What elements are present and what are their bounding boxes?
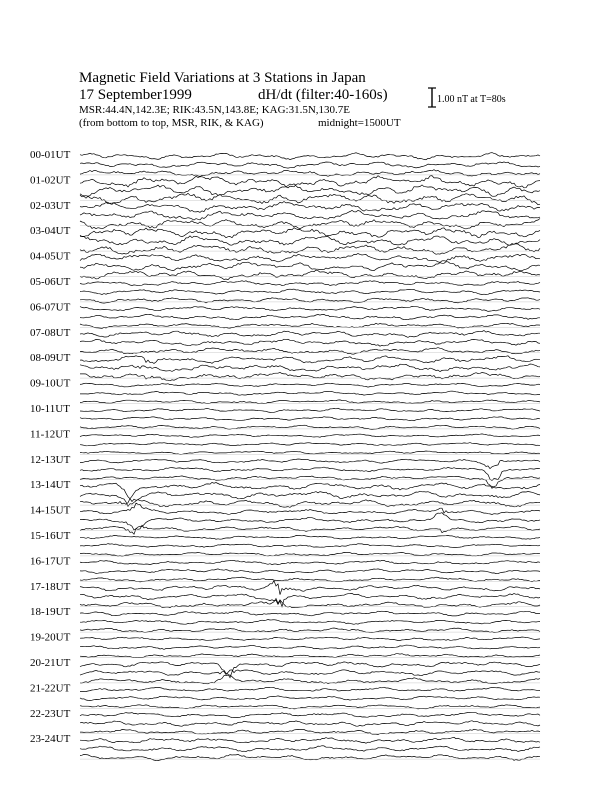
waveform-trace	[80, 289, 540, 294]
waveform-trace	[80, 331, 540, 338]
waveform-trace	[80, 513, 540, 530]
waveform-trace	[80, 491, 540, 506]
waveform-trace	[80, 675, 540, 684]
waveform-trace	[80, 383, 540, 387]
hour-label: 06-07UT	[30, 301, 71, 314]
waveform-trace	[80, 712, 540, 717]
waveform-trace	[80, 306, 540, 311]
waveform-trace	[80, 281, 540, 286]
waveform-trace	[80, 443, 540, 446]
waveform-trace	[80, 400, 540, 404]
scale-bar-label: 1.00 nT at T=80s	[437, 94, 506, 105]
waveform-trace	[80, 314, 540, 319]
waveform-trace	[80, 244, 540, 255]
waveform-trace	[80, 391, 540, 395]
waveform-trace	[80, 754, 540, 760]
hour-label: 07-08UT	[30, 326, 71, 339]
hour-label: 23-24UT	[30, 733, 71, 746]
waveform-trace	[80, 662, 540, 678]
station-coordinates: MSR:44.4N,142.3E; RIK:43.5N,143.8E; KAG:31.5N,130.7E	[79, 104, 351, 116]
waveform-trace	[80, 162, 540, 168]
chart-filter: dH/dt (filter:40-160s)	[258, 87, 388, 103]
waveform-trace	[80, 687, 540, 691]
waveform-trace	[80, 176, 540, 188]
hour-label: 08-09UT	[30, 352, 71, 365]
waveform-trace	[80, 193, 540, 204]
waveform-trace	[80, 451, 540, 454]
waveform-trace	[80, 654, 540, 658]
waveform-trace	[80, 270, 540, 280]
hour-label: 09-10UT	[30, 377, 71, 390]
hour-label: 16-17UT	[30, 555, 71, 568]
waveform-trace	[80, 482, 540, 498]
waveform-trace	[80, 254, 540, 263]
waveform-trace	[80, 746, 540, 752]
hour-label: 04-05UT	[30, 250, 71, 263]
chart-date: 17 September1999	[79, 87, 192, 103]
waveform-trace	[80, 503, 540, 514]
hour-label: 21-22UT	[30, 682, 71, 695]
waveform-trace	[80, 581, 540, 595]
waveform-trace	[80, 219, 540, 229]
hour-label: 22-23UT	[30, 707, 71, 720]
waveform-trace	[80, 560, 540, 564]
waveform-trace	[80, 153, 540, 160]
waveform-trace	[80, 372, 540, 380]
waveform-trace	[80, 348, 540, 355]
hour-label: 13-14UT	[30, 479, 71, 492]
waveform-trace	[80, 670, 540, 676]
hour-label: 02-03UT	[30, 199, 71, 212]
chart-title: Magnetic Field Variations at 3 Stations in Japan	[79, 70, 366, 86]
waveform-trace	[80, 569, 540, 574]
waveform-trace	[80, 434, 540, 437]
waveform-trace	[80, 645, 540, 649]
waveform-trace	[80, 210, 540, 220]
waveform-trace	[80, 202, 540, 213]
hour-label: 12-13UT	[30, 453, 71, 466]
waveform-trace	[80, 721, 540, 727]
hour-label: 10-11UT	[30, 403, 70, 415]
hour-label: 01-02UT	[30, 174, 71, 187]
waveform-trace	[80, 552, 540, 556]
midnight-note: midnight=1500UT	[318, 117, 401, 129]
waveform-trace	[80, 356, 540, 364]
waveform-trace	[80, 459, 540, 469]
waveform-trace	[80, 339, 540, 346]
trace-order-note: (from bottom to top, MSR, RIK, & KAG)	[79, 117, 264, 129]
hour-label: 11-12UT	[30, 428, 70, 441]
waveform-trace	[80, 535, 540, 539]
waveform-trace	[80, 417, 540, 421]
hour-label: 15-16UT	[30, 530, 71, 542]
hour-label: 20-21UT	[30, 657, 71, 669]
waveform-trace	[80, 170, 540, 177]
waveform-trace	[80, 737, 540, 743]
waveform-trace	[80, 476, 540, 488]
waveform-trace	[80, 611, 540, 616]
hour-label: 17-18UT	[30, 580, 71, 593]
waveform-trace	[80, 235, 540, 245]
waveform-trace	[80, 228, 540, 238]
waveform-trace	[80, 499, 540, 508]
scale-bar	[428, 88, 436, 107]
waveform-trace	[80, 620, 540, 625]
hour-label: 19-20UT	[30, 631, 71, 644]
waveform-trace	[80, 544, 540, 548]
waveform-trace	[80, 628, 540, 633]
waveform-trace	[80, 262, 540, 271]
hour-label: 03-04UT	[30, 225, 71, 238]
waveform-trace	[80, 637, 540, 641]
waveform-trace	[80, 364, 540, 372]
waveform-trace	[80, 408, 540, 412]
hour-label: 00-01UT	[30, 149, 71, 161]
waveform-trace	[80, 323, 540, 328]
hour-label: 05-06UT	[30, 276, 71, 288]
waveform-trace	[80, 696, 540, 701]
waveform-trace	[80, 298, 540, 303]
waveform-trace	[80, 525, 540, 534]
hour-label: 14-15UT	[30, 504, 71, 517]
hour-label: 18-19UT	[30, 606, 71, 619]
waveform-trace	[80, 599, 540, 608]
